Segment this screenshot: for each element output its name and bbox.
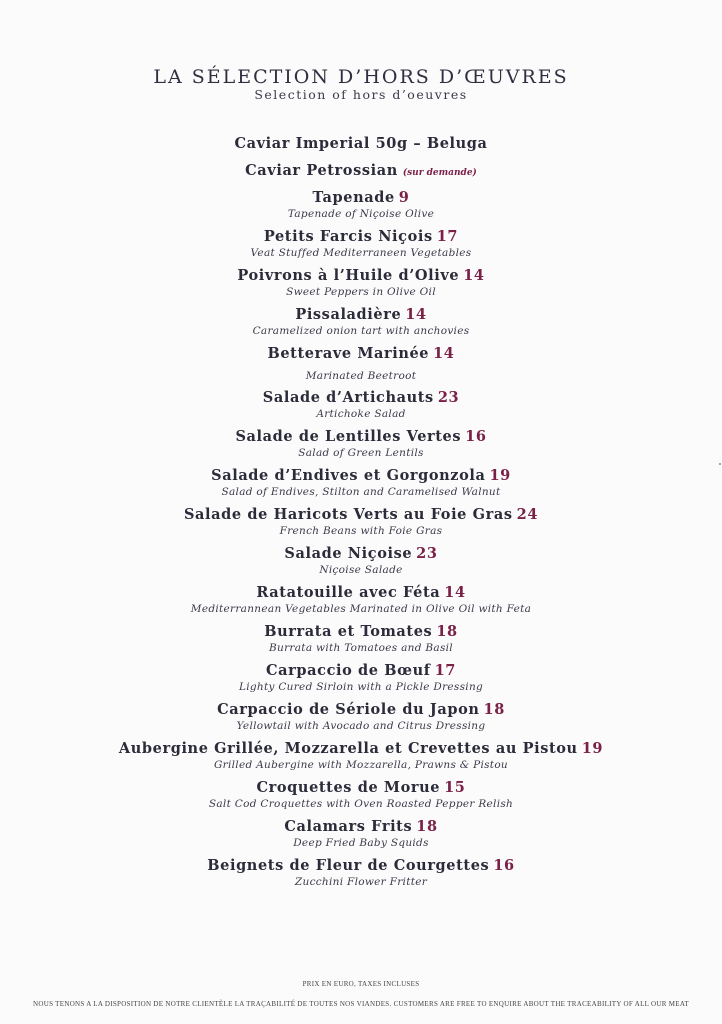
dish-name: Petits Farcis Niçois <box>263 228 433 245</box>
menu-item <box>0 856 722 895</box>
dish-price: 18 <box>436 623 458 640</box>
dish-name: Salade de Haricots Verts au Foie Gras <box>183 506 513 523</box>
dish-price: 16 <box>493 857 515 874</box>
dish-name: Pissaladière <box>295 306 402 323</box>
dish-price: 24 <box>516 506 539 523</box>
dish-name: Calamars Frits <box>284 818 413 835</box>
dish-price: 17 <box>436 228 459 245</box>
dish-description: Grilled Aubergine with Mozzarella, Prawns & Pistou <box>213 759 508 771</box>
menu-item <box>0 739 722 778</box>
dish-name: Poivrons à l’Huile d’Olive <box>237 267 460 284</box>
dish-description: Sweet Peppers in Olive Oil <box>286 286 436 298</box>
dish-description: Marinated Beetroot <box>305 370 417 382</box>
dish-description: Niçoise Salade <box>319 564 403 576</box>
dish-price: 18 <box>416 818 438 835</box>
menu-item <box>0 700 722 739</box>
dish-name: Salade Niçoise <box>284 545 413 562</box>
footer-traceability-note: NOUS TENONS A LA DISPOSITION DE NOTRE CLIENTÈLE LA TRAÇABILITÉ DE TOUTES NOS VIANDES. CUSTOMERS ARE FREE TO ENQUIRE ABOUT THE TRACEABILITY OF ALL OUR MEAT <box>33 1000 689 1008</box>
dish-description: Caramelized onion tart with anchovies <box>252 325 470 337</box>
dish-description: Salt Cod Croquettes with Oven Roasted Pepper Relish <box>208 798 514 810</box>
dish-name: Croquettes de Morue <box>256 779 441 796</box>
menu-item <box>0 544 722 583</box>
dish-description: Lighty Cured Sirloin with a Pickle Dressing <box>238 681 484 693</box>
dish-description: Yellowtail with Avocado and Citrus Dressing <box>236 720 486 732</box>
dish-price: 14 <box>444 584 466 601</box>
dish-name: Salade de Lentilles Vertes <box>235 428 462 445</box>
dish-description: Salad of Endives, Stilton and Caramelised Walnut <box>221 486 501 498</box>
dish-name: Betterave Marinée <box>267 345 430 362</box>
menu-item <box>0 188 722 227</box>
menu-item <box>0 505 722 544</box>
dish-price: 14 <box>405 306 427 323</box>
dish-name: Salade d’Endives et Gorgonzola <box>211 467 486 484</box>
dish-name: Tapenade <box>312 189 395 206</box>
dish-price: 9 <box>398 189 410 206</box>
edge-dot <box>719 463 721 465</box>
dish-name: Carpaccio de Sériole du Japon <box>217 701 480 718</box>
dish-description: Deep Fried Baby Squids <box>293 837 429 849</box>
menu-item <box>0 305 722 344</box>
menu-header <box>0 66 722 102</box>
dish-price: 14 <box>433 345 455 362</box>
dish-note: (sur demande) <box>402 168 477 178</box>
dish-description: French Beans with Foie Gras <box>279 525 443 537</box>
dish-description: Tapenade of Niçoise Olive <box>287 208 435 220</box>
dish-name: Ratatouille avec Féta <box>256 584 441 601</box>
dish-description: Veat Stuffed Mediterraneen Vegetables <box>250 247 472 259</box>
dish-name: Carpaccio de Bœuf <box>266 662 431 679</box>
dish-description: Burrata with Tomatoes and Basil <box>269 642 453 654</box>
menu-item <box>0 161 722 188</box>
menu-item <box>0 817 722 856</box>
dish-price: 15 <box>444 779 466 796</box>
menu-item <box>0 388 722 427</box>
dish-name: Salade d’Artichauts <box>262 389 434 406</box>
menu-item <box>0 583 722 622</box>
menu-item <box>0 134 722 161</box>
menu-item <box>0 227 722 266</box>
dish-price: 18 <box>483 701 505 718</box>
dish-description: Zucchini Flower Fritter <box>294 876 428 888</box>
dish-description: Artichoke Salad <box>316 408 406 420</box>
page-subtitle: Selection of hors d’oeuvres <box>254 87 468 102</box>
footer-price-note: PRIX EN EURO, TAXES INCLUSES <box>302 980 420 988</box>
dish-price: 19 <box>489 467 511 484</box>
dish-description: Mediterrannean Vegetables Marinated in Olive Oil with Feta <box>190 603 532 615</box>
dish-name: Caviar Imperial 50g – Beluga <box>234 135 488 152</box>
menu-item <box>0 622 722 661</box>
dish-price: 19 <box>581 740 604 757</box>
menu-item <box>0 427 722 466</box>
menu-item <box>0 778 722 817</box>
dish-description: Salad of Green Lentils <box>298 447 424 459</box>
menu-item <box>0 661 722 700</box>
dish-name: Caviar Petrossian <box>245 162 398 179</box>
dish-name: Burrata et Tomates <box>264 623 433 640</box>
menu-item <box>0 266 722 305</box>
menu-item <box>0 466 722 505</box>
dish-price: 16 <box>465 428 487 445</box>
dish-name: Beignets de Fleur de Courgettes <box>207 857 490 874</box>
dish-price: 17 <box>434 662 456 679</box>
menu-list <box>0 134 722 895</box>
menu-item <box>0 344 722 388</box>
dish-price: 23 <box>416 545 438 562</box>
dish-price: 14 <box>463 267 485 284</box>
page-title: LA SÉLECTION D’HORS D’ŒUVRES <box>153 66 569 88</box>
dish-name: Aubergine Grillée, Mozzarella et Crevettes au Pistou <box>118 740 578 757</box>
dish-price: 23 <box>437 389 460 406</box>
